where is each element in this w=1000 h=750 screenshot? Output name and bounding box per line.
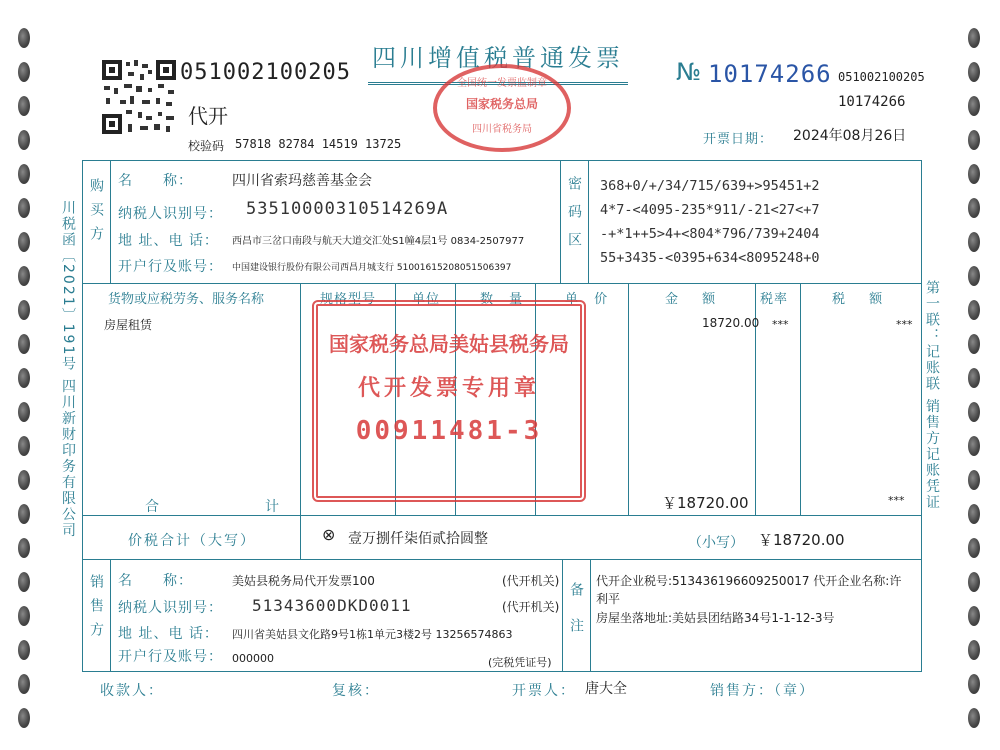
sprocket-hole [968, 470, 980, 490]
oval-stamp-bottom-text: 四川省税务局 [472, 124, 532, 135]
sprocket-hole [968, 436, 980, 456]
sprocket-hole [18, 164, 30, 184]
sprocket-hole [18, 96, 30, 116]
cipher-line: -+*1++5>4+<804*796/739+2404 [600, 226, 820, 242]
sprocket-hole [18, 606, 30, 626]
sprocket-hole [968, 130, 980, 150]
total-amount: ￥18720.00 [662, 494, 749, 512]
buyer-tax-id-label: 纳税人识别号： [118, 206, 223, 222]
sprocket-hole [18, 402, 30, 422]
seller-name-tag: (代开机关) [502, 574, 560, 588]
col-goods-header: 货物或应税劳务、服务名称 [108, 292, 265, 307]
cross-circle-icon: ⊗ [322, 525, 336, 544]
total-tax: *** [888, 494, 905, 507]
sprocket-hole [18, 334, 30, 354]
sprocket-hole [18, 504, 30, 524]
sprocket-hole [968, 606, 980, 626]
buyer-section-label: 购买方 [88, 178, 104, 250]
item-goods-name: 房屋租赁 [104, 318, 153, 332]
sprocket-hole [18, 62, 30, 82]
sprocket-hole [968, 402, 980, 422]
price-tax-total-small: ￥18720.00 [758, 531, 845, 549]
invoice-title: 四川增值税普通发票 [372, 44, 624, 72]
seller-name: 美姑县税务局代开发票100 [232, 574, 375, 588]
seller-address-phone: 四川省美姑县文化路9号1栋1单元3楼2号 13256574863 [232, 628, 513, 641]
item-tax: *** [896, 318, 913, 331]
oval-stamp-mid-text: 国家税务总局 [465, 97, 538, 111]
item-amount: 18720.00 [702, 316, 760, 330]
issuer-name: 唐大全 [585, 681, 627, 697]
sprocket-hole [968, 708, 980, 728]
seller-bank-label: 开户行及账号： [118, 649, 223, 665]
sprocket-hole [968, 266, 980, 286]
check-code-label: 校验码 [188, 139, 225, 153]
seller-section-label: 销售方 [88, 574, 104, 646]
seller-address-label: 地 址、电 话： [118, 626, 219, 642]
sprocket-hole [968, 62, 980, 82]
supervision-oval-stamp [433, 64, 571, 152]
seller-seal-label: 销售方：（章） [710, 683, 815, 699]
seller-name-label: 名 称： [118, 573, 193, 589]
sprocket-hole [968, 164, 980, 184]
invoice-code-right: 051002100205 [838, 70, 925, 84]
item-tax-rate: *** [772, 318, 789, 331]
price-tax-total-small-label: （小写） [688, 535, 744, 551]
buyer-tax-id: 53510000310514269A [246, 199, 449, 219]
remarks-line3: 房屋坐落地址:美姑县团结路34号1-1-12-3号 [596, 611, 835, 625]
buyer-bank-account: 中国建设银行股份有限公司西昌月城支行 51001615208051506397 [232, 263, 512, 273]
price-tax-total-label: 价税合计（大写） [128, 533, 256, 549]
sprocket-hole [968, 572, 980, 592]
sprocket-hole [18, 368, 30, 388]
sprocket-hole [968, 334, 980, 354]
sprocket-hole [18, 674, 30, 694]
sprocket-hole [18, 708, 30, 728]
sprocket-hole [18, 640, 30, 660]
invoice-number-right: 10174266 [838, 94, 906, 110]
invoice-number: 10174266 [708, 60, 832, 88]
sprocket-hole [18, 572, 30, 592]
proxy-label: 代开 [188, 104, 228, 128]
cipher-text [600, 174, 819, 270]
price-tax-total-upper: 壹万捌仟柒佰贰拾圆整 [348, 531, 488, 547]
reviewer-label: 复核： [332, 683, 380, 699]
total-label: 合 计 [145, 499, 285, 515]
cipher-line: 368+0/+/34/715/639+>95451+2 [600, 178, 820, 194]
sprocket-hole [18, 470, 30, 490]
invoice-no-symbol: № [676, 58, 701, 86]
sprocket-hole [968, 232, 980, 252]
sprocket-hole [968, 674, 980, 694]
seller-tax-id-tag: (代开机关) [502, 600, 560, 614]
sprocket-hole [968, 504, 980, 524]
seller-bank-account: 000000 [232, 652, 274, 665]
invoice-date: 2024年08月26日 [793, 128, 907, 144]
remarks-line1: 代开企业税号:513436196609250017 代开企业名称:许 [596, 574, 902, 588]
invoice-code-left: 051002100205 [180, 60, 351, 85]
copy-label: 第一联：记账联 销售方记账凭证 [924, 280, 940, 511]
remarks-line2: 利平 [596, 592, 621, 606]
col-qty-header: 数 量 [480, 292, 529, 307]
remarks-section-label: 备注 [568, 582, 584, 654]
col-rate-header: 税率 [760, 292, 789, 307]
buyer-name-label: 名 称： [118, 173, 193, 189]
oval-stamp-top-text: 全国统一发票监制章 [457, 78, 547, 89]
issuer-label: 开票人： [512, 683, 576, 699]
buyer-address-label: 地 址、电 话： [118, 233, 219, 249]
sprocket-hole [18, 266, 30, 286]
col-price-header: 单 价 [565, 292, 614, 307]
rect-stamp-line3: 00911481-3 [355, 416, 543, 446]
sprocket-hole [968, 640, 980, 660]
sprocket-hole [968, 198, 980, 218]
rect-stamp-line1: 国家税务总局美姑县税务局 [329, 332, 569, 356]
sprocket-hole [968, 538, 980, 558]
sprocket-hole [18, 130, 30, 150]
buyer-name: 四川省索玛慈善基金会 [232, 173, 372, 189]
sprocket-hole [968, 96, 980, 116]
sprocket-hole [18, 28, 30, 48]
sprocket-hole [18, 436, 30, 456]
sprocket-hole [18, 232, 30, 252]
seller-tax-id: 51343600DKD0011 [252, 596, 412, 615]
left-margin-print-info: 川税函〔2021〕191号 四川新财印务有限公司 [60, 200, 76, 539]
sprocket-hole [968, 28, 980, 48]
cipher-section-label: 密码区 [566, 176, 582, 260]
col-spec-header: 规格型号 [320, 292, 377, 307]
sprocket-hole [18, 300, 30, 320]
date-label: 开票日期： [703, 132, 774, 147]
check-code: 57818 82784 14519 13725 [235, 137, 402, 151]
sprocket-hole [18, 538, 30, 558]
seller-bank-tag: (完税凭证号) [488, 656, 552, 669]
qr-code [100, 58, 178, 136]
buyer-address-phone: 西昌市三岔口南段与航天大道交汇处S1幢4层1号 0834-2507977 [232, 236, 525, 247]
col-unit-header: 单位 [412, 292, 441, 307]
sprocket-hole [18, 198, 30, 218]
col-tax-header: 税 额 [832, 292, 893, 307]
col-amount-header: 金 额 [665, 292, 726, 307]
sprocket-hole [968, 300, 980, 320]
rect-stamp-line2: 代开发票专用章 [357, 376, 540, 401]
cipher-line: 4*7-<4095-235*911/-21<27<+7 [600, 202, 820, 218]
proxy-invoice-stamp [312, 300, 586, 502]
cipher-line: 55+3435-<0395+634<8095248+0 [600, 250, 820, 266]
payee-label: 收款人： [100, 683, 164, 699]
buyer-bank-label: 开户行及账号： [118, 259, 223, 275]
seller-tax-id-label: 纳税人识别号： [118, 600, 223, 616]
sprocket-hole [968, 368, 980, 388]
